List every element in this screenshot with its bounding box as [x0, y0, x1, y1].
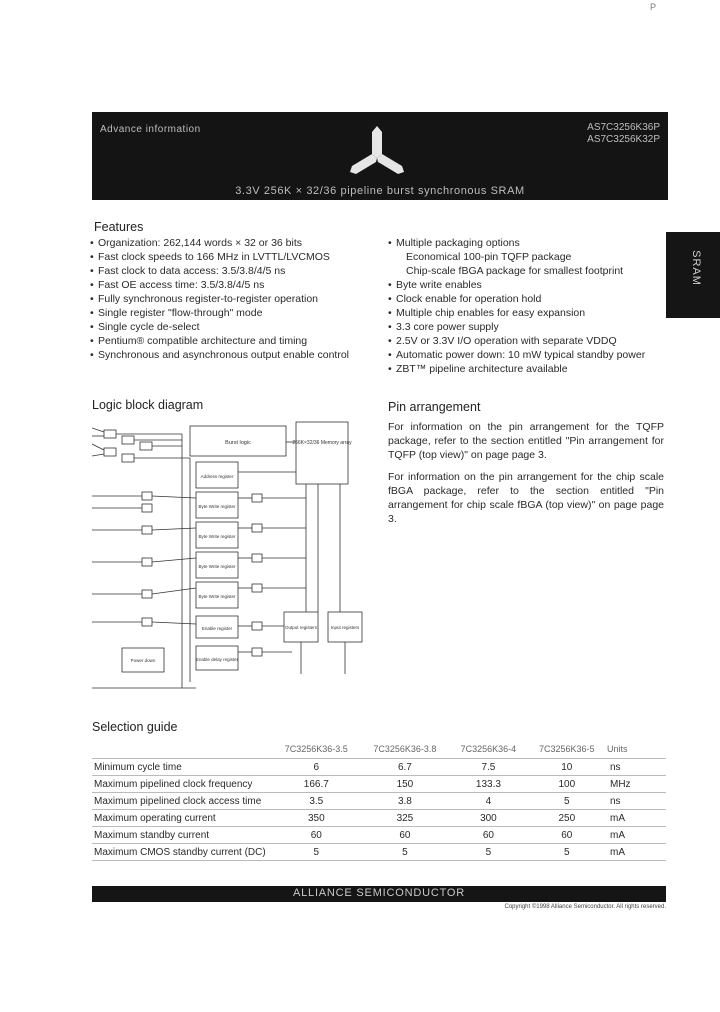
feature-item: Chip-scale fBGA package for smallest footprint: [406, 265, 624, 277]
feature-item: • Synchronous and asynchronous output enable control: [90, 348, 349, 362]
logic-diagram-heading: Logic block diagram: [92, 398, 204, 412]
value-cell: 60: [449, 827, 527, 844]
parameter-cell: Maximum pipelined clock frequency: [92, 776, 272, 793]
value-cell: 5: [272, 844, 361, 861]
selection-guide-table: [92, 740, 666, 861]
value-cell: 6: [272, 759, 361, 776]
value-cell: 166.7: [272, 776, 361, 793]
feature-item: • Fast clock speeds to 166 MHz in LVTTL/LVCMOS: [90, 250, 349, 264]
logic-block-diagram: [92, 412, 384, 702]
feature-item: • Byte write enables: [388, 278, 645, 292]
company-name: ALLIANCE SEMICONDUCTOR: [292, 887, 466, 899]
subtitle-bar: [92, 184, 668, 200]
document-subtitle: 3.3V 256K × 32/36 pipeline burst synchronous SRAM: [235, 185, 525, 197]
copyright-text: Copyright ©1998 Alliance Semiconductor. All rights reserved.: [504, 904, 666, 910]
column-header: [92, 740, 272, 759]
advance-label: Advance information: [100, 124, 201, 135]
burst-logic-label: Burst logic: [225, 440, 251, 446]
value-cell: 6.7: [361, 759, 450, 776]
value-cell: 60: [272, 827, 361, 844]
table-row: [92, 827, 666, 844]
parameter-cell: Minimum cycle time: [92, 759, 272, 776]
pin-arrangement-heading: Pin arrangement: [388, 400, 481, 414]
value-cell: 325: [361, 810, 450, 827]
input-gates: [92, 428, 190, 462]
value-cell: 300: [449, 810, 527, 827]
table-row: [92, 793, 666, 810]
features-heading: Features: [94, 220, 144, 234]
power-down-label: Power down: [130, 658, 156, 663]
feature-item: Economical 100-pin TQFP package: [406, 251, 572, 263]
memory-array-block: [296, 422, 348, 484]
part-number: AS7C3256K36P: [587, 122, 660, 133]
byte-write-register-c-label: Byte Write register: [198, 564, 236, 569]
part-number: AS7C3256K32P: [587, 134, 660, 145]
column-header: Units: [607, 744, 628, 754]
feature-item: • Fully synchronous register-to-register operation: [90, 292, 349, 306]
feature-item: • Pentium® compatible architecture and timing: [90, 334, 349, 348]
unit-cell: MHz: [606, 776, 666, 793]
table-row: [92, 844, 666, 861]
byte-write-register-a-label: Byte Write register: [198, 504, 236, 509]
value-cell: 5: [528, 844, 606, 861]
control-inputs: [92, 492, 196, 626]
value-cell: 7.5: [449, 759, 527, 776]
unit-cell: mA: [606, 810, 666, 827]
value-cell: 150: [361, 776, 450, 793]
write-gates: [238, 484, 306, 656]
value-cell: 60: [528, 827, 606, 844]
enable-register-label: Enable register: [201, 626, 233, 631]
byte-write-register-b-label: Byte Write register: [198, 534, 236, 539]
value-cell: 60: [361, 827, 450, 844]
value-cell: 350: [272, 810, 361, 827]
alliance-logo-icon: [342, 120, 412, 184]
value-cell: 4: [449, 793, 527, 810]
feature-item: • Fast clock to data access: 3.5/3.8/4/5 ns: [90, 264, 349, 278]
table-row: [92, 810, 666, 827]
pin-arrangement-fbga-text: For information on the pin arrangement for the chip scale fBGA package, refer to the section entitled "Pin arrangement for chip scale fBGA (top view)" on page page 3.: [388, 471, 664, 525]
parameter-cell: Maximum CMOS standby current (DC): [92, 844, 272, 861]
feature-item: • Multiple packaging options: [388, 236, 645, 250]
features-list-left: [90, 236, 349, 362]
address-register-label: Address register: [200, 474, 234, 479]
table-header-row: [92, 740, 666, 759]
unit-cell: ns: [606, 759, 666, 776]
column-header: 7C3256K36-3.5: [284, 744, 348, 754]
table-row: [92, 776, 666, 793]
input-registers-label: Input registers: [330, 625, 360, 630]
value-cell: 5: [449, 844, 527, 861]
page-number: P: [650, 2, 657, 12]
feature-item: • Multiple chip enables for easy expansion: [388, 306, 645, 320]
value-cell: 5: [361, 844, 450, 861]
section-tab: [666, 232, 720, 318]
value-cell: 3.8: [361, 793, 450, 810]
section-tab-label: SRAM: [689, 250, 702, 286]
output-registers-label: Output registers: [284, 625, 318, 630]
unit-cell: mA: [606, 844, 666, 861]
feature-item: • 3.3 core power supply: [388, 320, 645, 334]
feature-item: • Organization: 262,144 words × 32 or 36 bits: [90, 236, 349, 250]
features-list-right: [388, 236, 645, 376]
value-cell: 100: [528, 776, 606, 793]
column-header: 7C3256K36-5: [539, 744, 595, 754]
unit-cell: mA: [606, 827, 666, 844]
parameter-cell: Maximum operating current: [92, 810, 272, 827]
feature-item: • 2.5V or 3.3V I/O operation with separate VDDQ: [388, 334, 645, 348]
memory-array-label: 256K×32/36 Memory array: [292, 440, 352, 446]
footer-bar: [92, 886, 666, 902]
parameter-cell: Maximum pipelined clock access time: [92, 793, 272, 810]
feature-item: • Single register "flow-through" mode: [90, 306, 349, 320]
feature-item: • Clock enable for operation hold: [388, 292, 645, 306]
column-header: 7C3256K36-3.8: [373, 744, 437, 754]
table-row: [92, 759, 666, 776]
value-cell: 10: [528, 759, 606, 776]
pin-arrangement-tqfp-text: For information on the pin arrangement for the TQFP package, refer to the section entitled "Pin arrangement for TQFP (top view)" on page page 3.: [388, 421, 664, 461]
feature-item: • ZBT™ pipeline architecture available: [388, 362, 645, 376]
part-numbers: [587, 122, 660, 146]
feature-item: • Automatic power down: 10 mW typical standby power: [388, 348, 645, 362]
value-cell: 5: [528, 793, 606, 810]
byte-write-register-d-label: Byte Write register: [198, 594, 236, 599]
enable-delay-register-label: Enable delay register: [195, 657, 239, 662]
feature-item: • Fast OE access time: 3.5/3.8/4/5 ns: [90, 278, 349, 292]
unit-cell: ns: [606, 793, 666, 810]
value-cell: 250: [528, 810, 606, 827]
parameter-cell: Maximum standby current: [92, 827, 272, 844]
column-header: 7C3256K36-4: [460, 744, 517, 754]
selection-guide-heading: Selection guide: [92, 720, 178, 734]
value-cell: 3.5: [272, 793, 361, 810]
feature-item: • Single cycle de-select: [90, 320, 349, 334]
value-cell: 133.3: [449, 776, 527, 793]
